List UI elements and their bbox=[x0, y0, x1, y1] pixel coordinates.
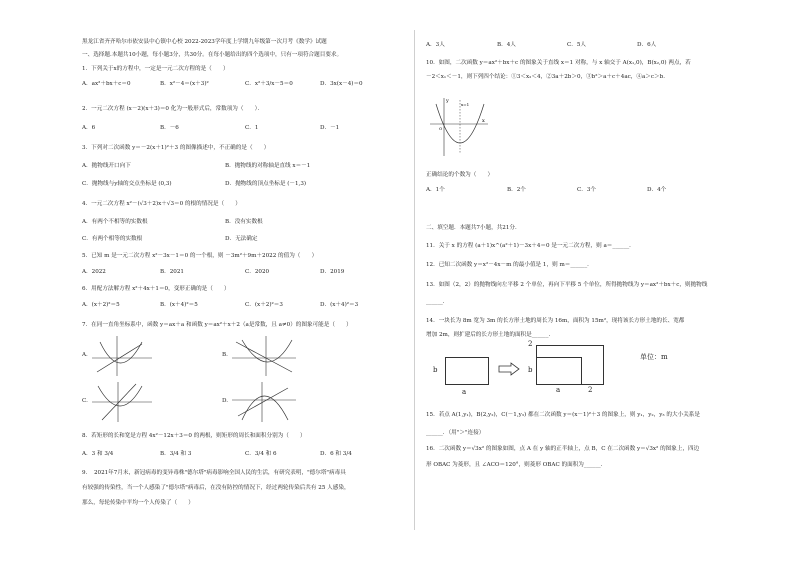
q13-line2: ______． bbox=[426, 299, 449, 305]
q14-label-a-right: a bbox=[556, 386, 561, 394]
q5-opt-a: A．2022 bbox=[82, 269, 106, 275]
exam-title: 黑龙江省齐齐哈尔市依安县中心镇中心校 2022-2023学年度上学期九年级第一次月考《数学》试题 bbox=[82, 39, 327, 45]
q15-line2: ______．（用"＞"连接） bbox=[426, 430, 485, 436]
q10-opt-b: B．2个 bbox=[507, 187, 526, 193]
q9-line1: 9． 2021年7月末，新冠病毒的变异毒株"德尔塔"病毒影响全国人民的生活，有研究表明，"德尔塔"病毒具 bbox=[82, 470, 346, 476]
q4-opt-d: D．无法确定 bbox=[225, 236, 258, 242]
q6-opt-a: A．(x＋2)²＝5 bbox=[82, 302, 120, 308]
q14-label-2-bottom: 2 bbox=[588, 386, 593, 394]
q10-line1: 10．如图，二次函数 y＝ax²＋bx＋c 的图象关于直线 x＝1 对称，与 x 轴交于 A(x₁,0)，B(x₂,0) 两点，若 bbox=[426, 60, 691, 66]
q1-opt-d: D．3x(x－4)＝0 bbox=[320, 81, 363, 87]
q14-inner-rect bbox=[536, 357, 582, 385]
q15-line1: 15．若点 A(1,y₁)，B(2,y₂)，C(－1,y₃) 都在二次函数 y＝(x－1)²＋3 的图象上，则 y₁，y₂，y₃ 的大小关系是 bbox=[426, 412, 700, 418]
q14-original-rect bbox=[445, 357, 489, 385]
q7-label-c: C. bbox=[82, 398, 88, 404]
q9-opt-c: C．5人 bbox=[567, 42, 587, 48]
q4-opt-c: C．有两个相等的实数根 bbox=[82, 236, 143, 242]
q9-line3: 那么，每轮传染中平均一个人传染了（ ） bbox=[82, 500, 194, 506]
q3-stem: 3．下列对二次函数 y＝－2(x＋1)²＋3 的图像描述中，不正确的是（ ） bbox=[82, 145, 270, 151]
q10-opt-c: C．3个 bbox=[577, 187, 597, 193]
q9-opt-d: D．6人 bbox=[637, 42, 657, 48]
q7-graph-b bbox=[232, 336, 296, 376]
q14-label-b-left: b bbox=[433, 366, 438, 374]
q7-label-d: D. bbox=[222, 398, 229, 404]
q14-label-2-top: 2 bbox=[528, 340, 533, 348]
q14-line2: 增加 2m，则扩建后的长方形土地的面积是______． bbox=[426, 332, 555, 338]
q11-stem: 11．关于 x 的方程 (a＋1)x^(a²＋1)－3x＋4＝0 是一元二次方程，则 a＝______． bbox=[426, 243, 635, 249]
q14-label-b-right: b bbox=[528, 366, 533, 374]
q7-graph-c bbox=[92, 382, 152, 422]
q4-opt-a: A．有两个不相等的实数根 bbox=[82, 219, 148, 225]
q1-stem: 1．下列关于x的方程中，一定是一元二次方程的是（ ） bbox=[82, 66, 229, 72]
q1-opt-b: B．x²－4＝(x＋3)² bbox=[160, 81, 209, 87]
q8-opt-b: B．3/4 和 3 bbox=[160, 451, 192, 457]
q14-line1: 14．一块长为 8m 宽为 3m 的长方形土地的周长为 16m，面积为 15m²，现将该长方形土地的长、宽都 bbox=[426, 318, 685, 324]
q6-opt-c: C．(x＋2)²＝3 bbox=[245, 302, 283, 308]
q6-opt-d: D．(x＋4)²＝3 bbox=[320, 302, 359, 308]
q3-opt-d: D．抛物线的顶点坐标是 (－1,3) bbox=[225, 181, 307, 187]
q6-opt-b: B．(x＋4)²＝5 bbox=[160, 302, 198, 308]
q1-opt-a: A．ax²＋bx＋c＝0 bbox=[82, 81, 131, 87]
section1-heading: 一、选择题.本题共10小题，每小题3分，共30分。在每小题给出的四个选项中，只有一项符合题目要求。 bbox=[82, 52, 343, 58]
q16-line1: 16．二次函数 y＝√3x² 的图象如图，点 A 在 y 轴的正半轴上，点 B，C 在二次函数 y＝√3x² 的图象上，四边 bbox=[426, 446, 700, 452]
q5-opt-d: D．2019 bbox=[320, 269, 345, 275]
q10-line2: －2＜x₁＜－1，则下列四个结论：①3＜x₂＜4，②3a＋2b＞0，③b²＞a＋c＋4ac，④a＞c＞b． bbox=[426, 74, 669, 80]
q9-opt-b: B．4人 bbox=[497, 42, 516, 48]
q10-question: 正确结论的个数为（ ） bbox=[426, 172, 494, 178]
q14-unit-label: 单位：m bbox=[640, 353, 668, 361]
q4-stem: 4．一元二次方程 x²－(√3＋2)x＋√3＝0 的根的情况是（ ） bbox=[82, 201, 241, 207]
column-divider bbox=[414, 30, 415, 530]
q2-stem: 2．一元二次方程 (x－2)(x＋3)＝0 化为一般形式后，常数项为（ ）． bbox=[82, 106, 264, 112]
q10-opt-a: A．1个 bbox=[426, 187, 445, 193]
q10-x-axis-label: x bbox=[482, 118, 485, 124]
q10-line-label: x=1 bbox=[461, 102, 470, 107]
q4-opt-b: B．没有实数根 bbox=[225, 219, 263, 225]
q10-opt-d: D．4个 bbox=[647, 187, 667, 193]
q12-stem: 12．已知二次函数 y＝x²－4x－m 的最小值是 1，则 m＝______． bbox=[426, 262, 593, 268]
q2-opt-b: B．－6 bbox=[160, 125, 179, 131]
q8-opt-d: D．6 和 3/4 bbox=[320, 451, 352, 457]
q3-opt-b: B．抛物线的对称轴是直线 x＝－1 bbox=[225, 163, 311, 169]
q13-line1: 13．如图（2，2）的抛物线向左平移 2 个单位，再向下平移 5 个单位，所得抛物线为 y＝ax²＋bx＋c，则抛物线 bbox=[426, 282, 708, 288]
q6-stem: 6．用配方法解方程 x²＋4x＋1＝0，变形正确的是（ ） bbox=[82, 286, 230, 292]
q7-graph-d bbox=[232, 382, 296, 422]
q2-opt-c: C．1 bbox=[245, 125, 259, 131]
q10-graph bbox=[430, 94, 490, 158]
q10-y-axis-label: y bbox=[446, 98, 449, 104]
section2-heading: 二、填空题．本题共7小题，共21分． bbox=[426, 225, 521, 231]
q7-label-a: A. bbox=[82, 352, 88, 358]
q9-line2: 有较强的传染性，当一个人感染了"德尔塔"病毒后，在没有防控的情况下，经过两轮传染后共有 25 人感染， bbox=[82, 485, 350, 491]
q7-graph-a bbox=[92, 336, 152, 376]
q2-opt-d: D．－1 bbox=[320, 125, 340, 131]
q14-label-a-left: a bbox=[462, 388, 467, 396]
q8-stem: 8．若矩形的长和宽是方程 4x²－12x＋3＝0 的两根，则矩形的周长和面积分别为（ ） bbox=[82, 433, 306, 439]
q5-opt-b: B．2021 bbox=[160, 269, 184, 275]
q8-opt-c: C．3/4 和 6 bbox=[245, 451, 277, 457]
q10-origin-label: O bbox=[439, 126, 443, 131]
q5-stem: 5．已知 m 是一元二次方程 x²－3x－1＝0 的一个根，则 －3m²＋9m＋2022 的值为（ ） bbox=[82, 253, 318, 259]
q8-opt-a: A．3 和 3/4 bbox=[82, 451, 114, 457]
q5-opt-c: C．2020 bbox=[245, 269, 270, 275]
q2-opt-a: A．6 bbox=[82, 125, 96, 131]
q3-opt-c: C．抛物线与y轴的交点坐标是 (0,3) bbox=[82, 181, 172, 187]
q9-opt-a: A．3人 bbox=[426, 42, 445, 48]
q1-opt-c: C．x²＋3/x－5＝0 bbox=[245, 81, 293, 87]
q16-line2: 形 OBAC 为菱形，且 ∠ACO＝120°，则菱形 OBAC 的面积为______． bbox=[426, 462, 607, 468]
q3-opt-a: A．抛物线开口向下 bbox=[82, 163, 131, 169]
q7-stem: 7．在同一直角坐标系中，函数 y＝ax＋a 和函数 y＝ax²＋x＋2（a是常数，且 a≠0）的图象可能是（ ） bbox=[82, 322, 352, 328]
q7-label-b: B. bbox=[222, 352, 228, 358]
q14-arrow-icon bbox=[498, 362, 520, 376]
